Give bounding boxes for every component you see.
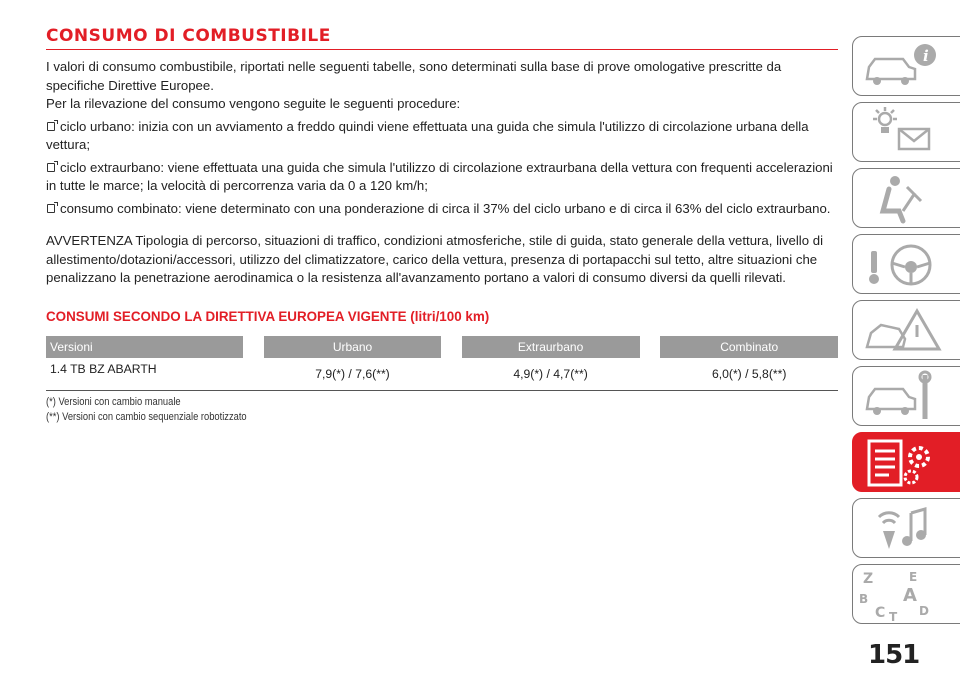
svg-text:B: B <box>859 592 869 606</box>
technical-data-icon <box>859 435 949 491</box>
car-emergency-icon <box>859 303 949 359</box>
side-tab-technical-data[interactable] <box>852 432 960 492</box>
svg-text:D: D <box>919 604 929 618</box>
side-tab-emergency[interactable] <box>852 300 960 360</box>
cell-version: 1.4 TB BZ ABARTH <box>46 358 243 391</box>
multimedia-icon <box>859 501 949 557</box>
warning-paragraph: AVVERTENZA Tipologia di percorso, situazioni di traffico, condizioni atmosferiche, stile di guida, stato generale della vettura, livello di allestimento/dotazioni/accessori, utilizzo del climatizzatore, carico della vettura, presenza di portapacchi sul tetto, altre situazioni che penalizzano la penetrazione aerodinamica o la resistenza all'avanzamento portano a valori di consumo diversi da quelli rilevati. <box>46 233 823 285</box>
svg-text:E: E <box>909 570 918 584</box>
note-robotized: (**) Versioni con cambio sequenziale robotizzato <box>46 410 247 423</box>
side-tab-warning-lights[interactable] <box>852 102 960 162</box>
note-manual: (*) Versioni con cambio manuale <box>46 395 181 408</box>
table-header-row <box>46 336 838 358</box>
side-tab-safety[interactable] <box>852 168 960 228</box>
side-tab-index[interactable] <box>852 564 960 624</box>
section-title: CONSUMI SECONDO LA DIRETTIVA EUROPEA VIGENTE (litri/100 km) <box>46 308 490 324</box>
checkbox-bullet-icon <box>47 163 55 172</box>
table-row <box>46 358 838 391</box>
side-tab-multimedia[interactable] <box>852 498 960 558</box>
header-combinato: Combinato <box>660 336 838 358</box>
airbag-seat-icon <box>859 171 949 227</box>
bullet-item <box>46 200 838 219</box>
consumption-table <box>46 336 838 391</box>
side-tab-starting-driving[interactable] <box>852 234 960 294</box>
table-notes <box>46 395 719 424</box>
bullet-text: ciclo urbano: inizia con un avviamento a freddo quindi viene effettuata una guida che simula l'utilizzo di circolazione urbana della vettura; <box>46 118 809 152</box>
cell-gap <box>640 358 661 391</box>
header-extraurbano: Extraurbano <box>462 336 640 358</box>
checkbox-bullet-icon <box>47 122 55 131</box>
svg-text:A: A <box>903 585 917 606</box>
svg-text:i: i <box>923 47 929 65</box>
bullet-text: consumo combinato: viene determinato con una ponderazione di circa il 37% del ciclo urbano e di circa il 63% del ciclo extraurbano. <box>60 200 831 216</box>
procedure-paragraph: Per la rilevazione del consumo vengono seguite le seguenti procedure: <box>46 96 461 111</box>
page-title: CONSUMO DI COMBUSTIBILE <box>46 26 838 50</box>
header-urbano: Urbano <box>264 336 440 358</box>
header-gap <box>441 336 462 358</box>
warning-light-icon <box>859 105 949 161</box>
intro-paragraph: I valori di consumo combustibile, riportati nelle seguenti tabelle, sono determinati sulla base di prove omologative prescritte da specifiche Direttive Europee. <box>46 59 782 93</box>
page-number: 151 <box>868 640 920 670</box>
steering-wheel-icon <box>859 237 949 293</box>
header-gap <box>640 336 661 358</box>
header-gap <box>243 336 264 358</box>
car-info-icon <box>859 39 949 95</box>
svg-text:T: T <box>889 610 898 623</box>
svg-text:Z: Z <box>863 571 874 587</box>
alphabetical-index-icon <box>859 567 949 623</box>
bullet-item <box>46 159 838 196</box>
side-tab-car-info[interactable] <box>852 36 960 96</box>
page-content <box>46 26 838 424</box>
car-maintenance-icon <box>859 369 949 425</box>
bullet-text: ciclo extraurbano: viene effettuata una guida che simula l'utilizzo di circolazione extraurbana della vettura con frequenti accelerazioni in tutte le marce; la velocità di percorrenza varia da 0 a 120 km/h; <box>46 159 833 193</box>
cell-urbano: 7,9(*) / 7,6(**) <box>264 358 440 391</box>
cell-combinato: 6,0(*) / 5,8(**) <box>660 358 838 391</box>
cell-extraurbano: 4,9(*) / 4,7(**) <box>462 358 640 391</box>
cell-gap <box>243 358 264 391</box>
svg-text:C: C <box>875 605 886 621</box>
cell-gap <box>441 358 462 391</box>
checkbox-bullet-icon <box>47 204 55 213</box>
side-tab-maintenance[interactable] <box>852 366 960 426</box>
header-versioni: Versioni <box>46 336 243 358</box>
bullet-item <box>46 118 838 155</box>
